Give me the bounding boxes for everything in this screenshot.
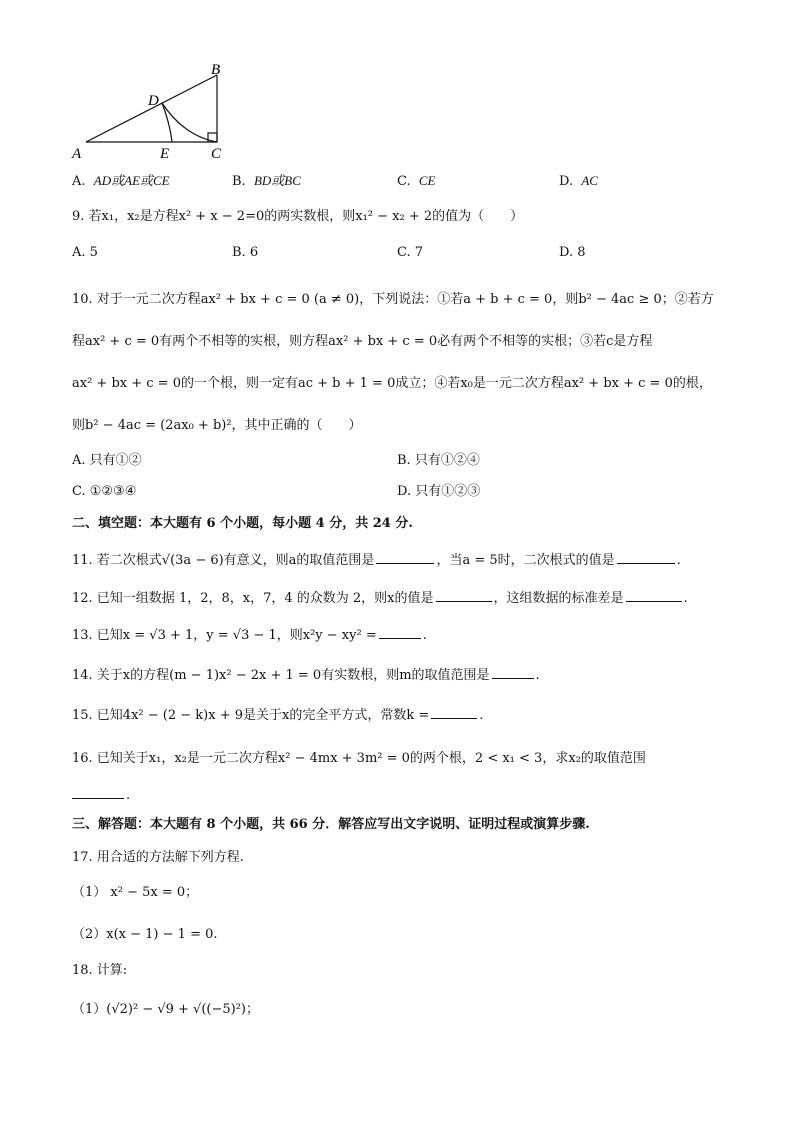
q12-text-b: ，这组数据的标准差是	[493, 591, 624, 606]
arc-dc	[162, 103, 217, 142]
q17-part-2: （2）x(x − 1) − 1 = 0.	[72, 927, 218, 942]
q8-option-b-letter: B.	[232, 174, 246, 189]
q10-line-2: 程ax² + c = 0有两个不相等的实根，则方程ax² + bx + c = 0必有两个不相等的实根；③若c是方程	[72, 334, 653, 349]
q8-option-c-letter: C.	[397, 174, 411, 189]
q8-option-d-text: AC	[581, 173, 598, 188]
q8-option-a-text: AD或AE或CE	[93, 173, 170, 188]
geometry-figure	[66, 58, 236, 168]
q11-blank-2	[617, 551, 675, 564]
q10-option-c: C. ①②③④	[72, 484, 137, 499]
q9-option-a: A. 5	[72, 245, 98, 260]
q11-text-c: .	[676, 553, 681, 568]
q8-option-c-text: CE	[418, 173, 436, 188]
q8-option-b	[232, 171, 301, 192]
q13-blank	[379, 626, 421, 639]
arc-de	[162, 103, 172, 142]
q9-option-c: C. 7	[397, 245, 424, 260]
q15-text-a: 15. 已知4x² − (2 − k)x + 9是关于x的完全平方式，常数k =	[72, 708, 430, 723]
q15	[72, 706, 483, 726]
q16-line-2	[72, 786, 130, 806]
q17-part-1: （1） x² − 5x = 0；	[72, 885, 199, 900]
q12-blank-1	[436, 589, 492, 602]
q16-blank	[72, 786, 124, 799]
q10-option-b: B. 只有①②④	[397, 453, 480, 468]
q15-blank	[431, 706, 477, 719]
q14-blank	[492, 666, 534, 679]
section-3-title: 三、解答题：本大题有 8 个小题，共 66 分．解答应写出文字说明、证明过程或演算步骤.	[72, 817, 590, 832]
section-2-title: 二、填空题：本大题有 6 个小题，每小题 4 分，共 24 分.	[72, 516, 413, 531]
q11-text-b: ，当a = 5时，二次根式的值是	[436, 553, 615, 568]
q11-text-a: 11. 若二次根式√(3a − 6)有意义，则a的取值范围是	[72, 553, 375, 568]
q8-option-d-letter: D.	[559, 174, 574, 189]
q8-option-a-letter: A.	[72, 174, 86, 189]
q14-text-c: .	[535, 668, 540, 683]
q18-part-1: （1）(√2)² − √9 + √((−5)²)；	[72, 1002, 259, 1017]
q13-text-a: 13. 已知x = √3 + 1，y = √3 − 1，则x²y − xy² =	[72, 628, 377, 643]
q15-text-c: .	[479, 708, 484, 723]
q16-line-1: 16. 已知关于x₁，x₂是一元二次方程x² − 4mx + 3m² = 0的两个根，2 < x₁ < 3，求x₂的取值范围	[72, 751, 646, 766]
q9-option-b: B. 6	[232, 245, 259, 260]
label-d: D	[148, 93, 159, 109]
q12-blank-2	[626, 589, 682, 602]
q9-stem: 9. 若x₁，x₂是方程x² + x − 2=0的两实数根，则x₁² − x₂ + 2的值为（ ）	[72, 209, 524, 224]
q17-stem: 17. 用合适的方法解下列方程.	[72, 850, 244, 865]
q13-text-c: .	[422, 628, 427, 643]
q13	[72, 626, 427, 646]
q12-text-c: .	[683, 591, 688, 606]
q10-line-1: 10. 对于一元二次方程ax² + bx + c = 0 (a ≠ 0)，下列说法：①若a + b + c = 0，则b² − 4ac ≥ 0；②若方	[72, 292, 714, 307]
q14	[72, 666, 540, 686]
q10-line-4: 则b² − 4ac = (2ax₀ + b)²，其中正确的（ ）	[72, 418, 362, 433]
q11	[72, 551, 681, 571]
q8-option-c	[397, 171, 436, 192]
q8-option-a	[72, 171, 170, 192]
q9-option-d: D. 8	[559, 245, 586, 260]
q8-option-b-text: BD或BC	[253, 173, 301, 188]
q11-blank-1	[376, 551, 434, 564]
q16-text-c: .	[126, 788, 131, 803]
label-c: C	[211, 146, 222, 162]
label-a: A	[72, 146, 82, 162]
q12	[72, 589, 688, 609]
label-e: E	[160, 146, 170, 162]
q10-option-a: A. 只有①②	[72, 453, 142, 468]
q10-line-3: ax² + bx + c = 0的一个根，则一定有ac + b + 1 = 0成立；④若x₀是一元二次方程ax² + bx + c = 0的根，	[72, 376, 712, 391]
label-b: B	[211, 62, 221, 78]
q12-text-a: 12. 已知一组数据 1，2，8，x，7，4 的众数为 2，则x的值是	[72, 591, 434, 606]
q14-text-a: 14. 关于x的方程(m − 1)x² − 2x + 1 = 0有实数根，则m的取值范围是	[72, 668, 490, 683]
q8-option-d	[559, 171, 598, 192]
q18-stem: 18. 计算:	[72, 963, 128, 978]
q10-option-d: D. 只有①②③	[397, 484, 481, 499]
